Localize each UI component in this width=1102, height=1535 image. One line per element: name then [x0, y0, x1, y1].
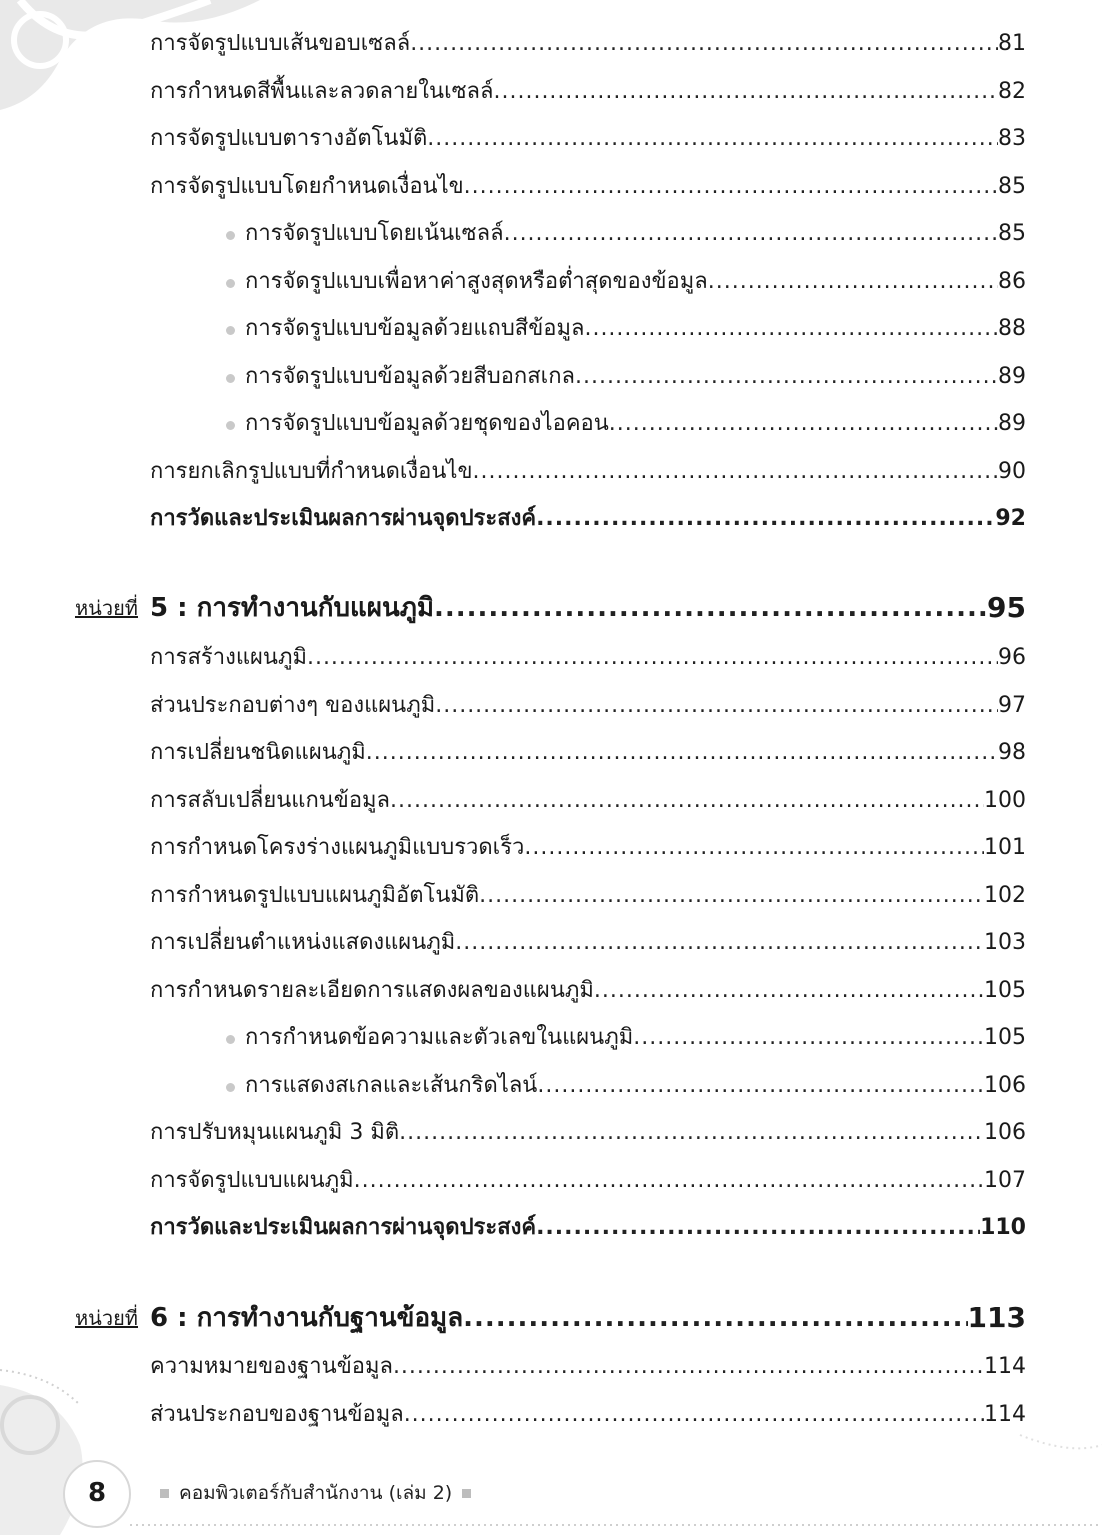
- toc-entry-page: 96: [998, 645, 1026, 670]
- leader-dots: [536, 502, 995, 536]
- toc-entry-text: การสลับเปลี่ยนแกนข้อมูล: [150, 788, 391, 813]
- toc-entry-page: 100: [984, 788, 1026, 813]
- toc-entry-page: 107: [984, 1168, 1026, 1193]
- leader-dots: [410, 27, 998, 61]
- toc-entry-page: 90: [998, 459, 1026, 484]
- toc-entry-text: การกำหนดรายละเอียดการแสดงผลของแผนภูมิ: [150, 978, 594, 1003]
- toc-entry-page: 85: [998, 221, 1026, 246]
- leader-dots: [399, 1116, 984, 1150]
- unit-page: 113: [967, 1301, 1026, 1334]
- leader-dots: [708, 265, 998, 299]
- leader-dots: [575, 360, 998, 394]
- leader-dots: [307, 641, 998, 675]
- toc-entry[interactable]: [150, 784, 1026, 818]
- page-number: 8: [63, 1460, 131, 1528]
- toc-entry-page: 114: [984, 1402, 1026, 1427]
- unit-heading-5[interactable]: [75, 588, 1026, 628]
- toc-entry-page: 101: [984, 835, 1026, 860]
- leader-dots: [584, 312, 998, 346]
- toc-entry-text: การจัดรูปแบบข้อมูลด้วยชุดของไอคอน: [245, 411, 609, 436]
- toc-entry-text: การจัดรูปแบบเส้นขอบเซลล์: [150, 31, 411, 56]
- toc-entry[interactable]: [150, 1116, 1026, 1150]
- toc-entry[interactable]: [150, 170, 1026, 204]
- unit-heading-6[interactable]: [75, 1298, 1026, 1338]
- leader-dots: [479, 879, 984, 913]
- toc-entry-text: การจัดรูปแบบโดยเน้นเซลล์: [245, 221, 504, 246]
- toc-entry[interactable]: [150, 122, 1026, 156]
- toc-entry-page: 114: [984, 1354, 1026, 1379]
- unit-page: 95: [987, 591, 1026, 624]
- bullet-icon: [226, 326, 235, 335]
- bullet-icon: [226, 1035, 235, 1044]
- leader-dots: [393, 1350, 984, 1384]
- toc-entry[interactable]: [150, 75, 1026, 109]
- toc-entry-text: การจัดรูปแบบตารางอัตโนมัติ: [150, 126, 428, 151]
- bullet-icon: [226, 374, 235, 383]
- unit-label: หน่วยที่: [75, 1306, 138, 1330]
- unit-title: 6 : การทำงานกับฐานข้อมูล: [150, 1303, 464, 1333]
- toc-entry-page: 92: [995, 506, 1026, 531]
- toc-entry-text: การสร้างแผนภูมิ: [150, 645, 307, 670]
- toc-entry-text: การยกเลิกรูปแบบที่กำหนดเงื่อนไข: [150, 459, 473, 484]
- toc-entry-page: 88: [998, 316, 1026, 341]
- leader-dots: [404, 1398, 984, 1432]
- toc-entry-text: ส่วนประกอบต่างๆ ของแผนภูมิ: [150, 693, 436, 718]
- leader-dots: [366, 736, 998, 770]
- toc-entry[interactable]: [150, 1164, 1026, 1198]
- leader-dots: [536, 1211, 980, 1245]
- toc-entry-page: 103: [984, 930, 1026, 955]
- toc-entry-page: 105: [984, 978, 1026, 1003]
- toc-entry[interactable]: [150, 689, 1026, 723]
- toc-entry-page: 86: [998, 269, 1026, 294]
- toc-entry-assessment[interactable]: [150, 502, 1026, 536]
- bullet-icon: [226, 279, 235, 288]
- toc-entry[interactable]: [150, 831, 1026, 865]
- leader-dots: [455, 926, 984, 960]
- toc-entry-text: ความหมายของฐานข้อมูล: [150, 1354, 393, 1379]
- unit-label: หน่วยที่: [75, 596, 138, 620]
- toc-entry[interactable]: [150, 926, 1026, 960]
- bullet-icon: [226, 231, 235, 240]
- toc-entry-page: 110: [980, 1215, 1026, 1240]
- toc-subentry[interactable]: [226, 217, 1026, 251]
- unit-title: 5 : การทำงานกับแผนภูมิ: [150, 593, 434, 623]
- leader-dots: [493, 75, 998, 109]
- toc-entry-page: 97: [998, 693, 1026, 718]
- leader-dots: [633, 1021, 984, 1055]
- toc-entry-page: 102: [984, 883, 1026, 908]
- leader-dots: [435, 689, 998, 723]
- bullet-icon: [226, 1083, 235, 1092]
- toc-entry[interactable]: [150, 455, 1026, 489]
- toc-entry-text: การจัดรูปแบบแผนภูมิ: [150, 1168, 354, 1193]
- leader-dots: [594, 974, 984, 1008]
- footer-book-title: [150, 1478, 481, 1508]
- toc-entry-page: 82: [998, 79, 1026, 104]
- footer-ornament: [0, 1365, 1102, 1535]
- toc-entry-text: การวัดและประเมินผลการผ่านจุดประสงค์: [150, 1215, 537, 1240]
- leader-dots: [537, 1069, 984, 1103]
- toc-entry-page: 83: [998, 126, 1026, 151]
- leader-dots: [464, 170, 998, 204]
- toc-entry[interactable]: [150, 879, 1026, 913]
- toc-entry-text: การเปลี่ยนชนิดแผนภูมิ: [150, 740, 366, 765]
- toc-subentry[interactable]: [226, 1069, 1026, 1103]
- toc-entry[interactable]: [150, 736, 1026, 770]
- toc-entry-page: 89: [998, 411, 1026, 436]
- toc-entry-text: การกำหนดข้อความและตัวเลขในแผนภูมิ: [245, 1025, 634, 1050]
- leader-dots: [434, 588, 987, 628]
- leader-dots: [354, 1164, 984, 1198]
- toc-entry-text: การกำหนดสีพื้นและลวดลายในเซลล์: [150, 79, 494, 104]
- toc-entry-page: 81: [998, 31, 1026, 56]
- toc-subentry[interactable]: [226, 265, 1026, 299]
- toc-entry[interactable]: [150, 1398, 1026, 1432]
- toc-entry-text: การกำหนดรูปแบบแผนภูมิอัตโนมัติ: [150, 883, 480, 908]
- toc-entry-text: การจัดรูปแบบเพื่อหาค่าสูงสุดหรือต่ำสุดของข้อมูล: [245, 269, 708, 294]
- toc-entry-text: การเปลี่ยนตำแหน่งแสดงแผนภูมิ: [150, 930, 456, 955]
- leader-dots: [473, 455, 998, 489]
- square-bullet-icon: [462, 1489, 471, 1498]
- toc-entry-page: 106: [984, 1120, 1026, 1145]
- toc-entry-text: การจัดรูปแบบข้อมูลด้วยสีบอกสเกล: [245, 364, 575, 389]
- toc-entry-text: การกำหนดโครงร่างแผนภูมิแบบรวดเร็ว: [150, 835, 525, 860]
- toc-entry-page: 106: [984, 1073, 1026, 1098]
- toc-subentry[interactable]: [226, 407, 1026, 441]
- leader-dots: [524, 831, 984, 865]
- leader-dots: [390, 784, 984, 818]
- toc-entry-text: การปรับหมุนแผนภูมิ 3 มิติ: [150, 1120, 400, 1145]
- toc-entry-text: การจัดรูปแบบโดยกำหนดเงื่อนไข: [150, 174, 464, 199]
- square-bullet-icon: [160, 1489, 169, 1498]
- bullet-icon: [226, 421, 235, 430]
- leader-dots: [463, 1298, 967, 1338]
- toc-subentry[interactable]: [226, 312, 1026, 346]
- toc-entry[interactable]: [150, 27, 1026, 61]
- toc-subentry[interactable]: [226, 360, 1026, 394]
- toc-entry-text: การวัดและประเมินผลการผ่านจุดประสงค์: [150, 506, 537, 531]
- leader-dots: [504, 217, 998, 251]
- toc-entry-page: 98: [998, 740, 1026, 765]
- toc-entry-text: ส่วนประกอบของฐานข้อมูล: [150, 1402, 404, 1427]
- toc-entry-text: การจัดรูปแบบข้อมูลด้วยแถบสีข้อมูล: [245, 316, 585, 341]
- toc-entry-page: 105: [984, 1025, 1026, 1050]
- toc-entry[interactable]: [150, 1350, 1026, 1384]
- toc-entry[interactable]: [150, 641, 1026, 675]
- toc-subentry[interactable]: [226, 1021, 1026, 1055]
- leader-dots: [427, 122, 998, 156]
- leader-dots: [609, 407, 998, 441]
- toc-entry-assessment[interactable]: [150, 1211, 1026, 1245]
- toc-entry[interactable]: [150, 974, 1026, 1008]
- book-title-text: คอมพิวเตอร์กับสำนักงาน (เล่ม 2): [179, 1482, 453, 1504]
- toc-entry-page: 85: [998, 174, 1026, 199]
- toc-entry-page: 89: [998, 364, 1026, 389]
- toc-entry-text: การแสดงสเกลและเส้นกริดไลน์: [245, 1073, 538, 1098]
